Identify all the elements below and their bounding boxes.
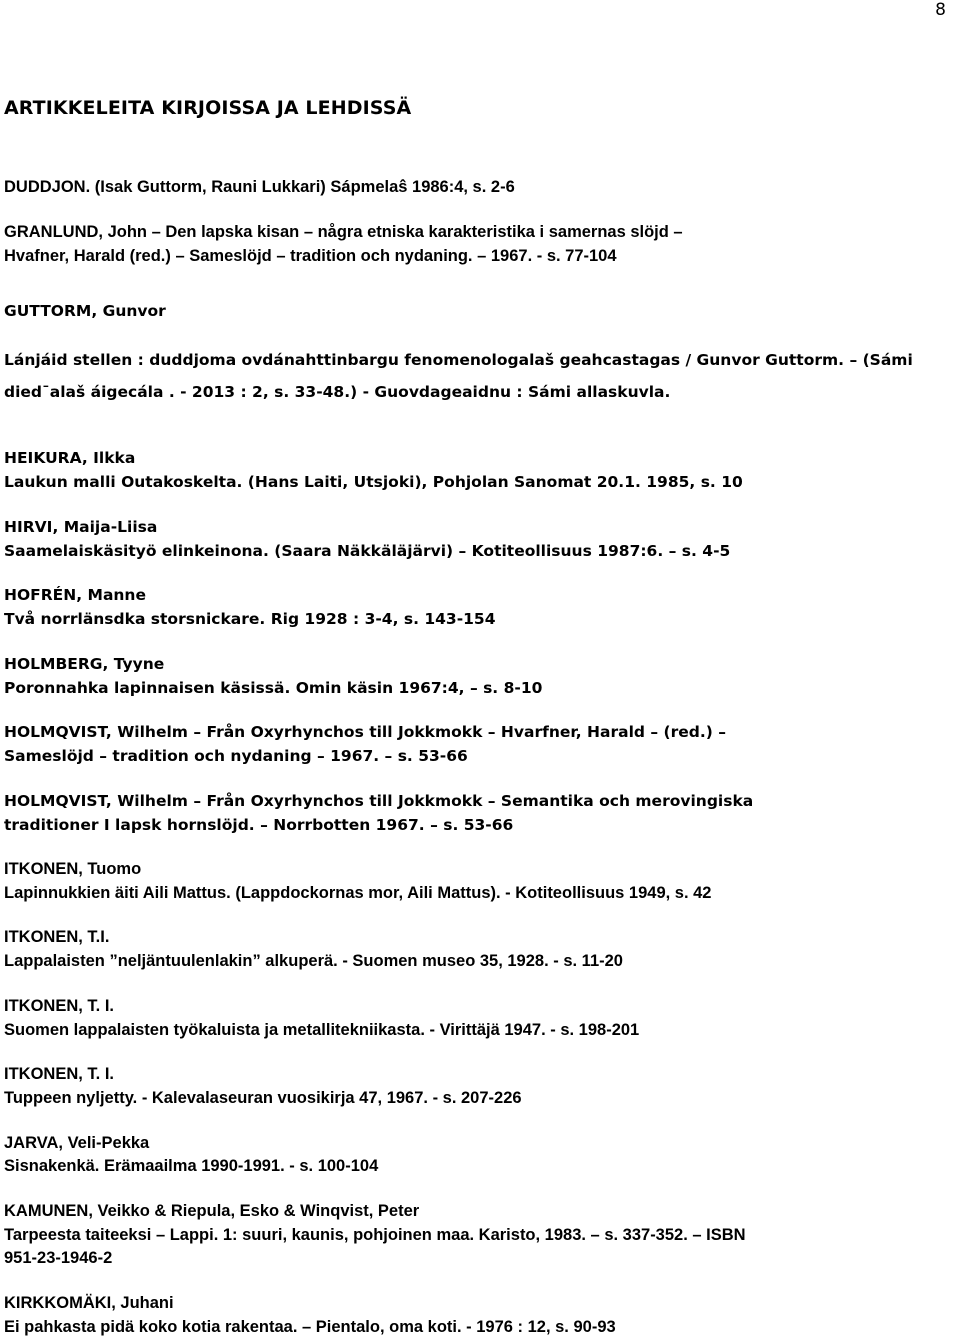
entry-kirkkomaki-title: Ei pahkasta pidä koko kotia rakentaa. – Pientalo, oma koti. - 1976 : 12, s. 90-93	[4, 1318, 616, 1336]
entry-heikura-title: Laukun malli Outakoskelta. (Hans Laiti, Utsjoki), Pohjolan Sanomat 20.1. 1985, s. 10	[4, 473, 743, 491]
entry-guttorm-line2: died¯alaš áigecála . - 2013 : 2, s. 33-48.) - Guovdageaidnu : Sámi allaskuvla.	[4, 383, 671, 401]
entry-hofren-author: HOFRÉN, Manne	[4, 586, 146, 604]
entry-heikura-author: HEIKURA, Ilkka	[4, 449, 136, 467]
entry-itkonen-ti2-title: Suomen lappalaisten työkaluista ja metallitekniikasta. - Virittäjä 1947. - s. 198-201	[4, 1021, 640, 1039]
entry-jarva-author: JARVA, Veli-Pekka	[4, 1134, 150, 1152]
entry-itkonen-ti3-author: ITKONEN, T. I.	[4, 1065, 115, 1083]
entry-holmberg-title: Poronnahka lapinnaisen käsissä. Omin käsin 1967:4, – s. 8-10	[4, 679, 543, 697]
entry-holmqvist2-line1: HOLMQVIST, Wilhelm – Från Oxyrhynchos till Jokkmokk – Semantika och merovingiska	[4, 792, 754, 810]
entry-jarva-title: Sisnakenkä. Erämaailma 1990-1991. - s. 100-104	[4, 1157, 379, 1175]
entry-holmqvist2-line2: traditioner I lapsk hornslöjd. – Norrbotten 1967. – s. 53-66	[4, 816, 514, 834]
entry-hirvi-title: Saamelaiskäsityö elinkeinona. (Saara Näkkäläjärvi) – Kotiteollisuus 1987:6. – s. 4-5	[4, 542, 731, 560]
entry-holmberg-author: HOLMBERG, Tyyne	[4, 655, 165, 673]
entry-kamunen-isbn: 951-23-1946-2	[4, 1249, 113, 1267]
entry-itkonen-tuomo-title: Lapinnukkien äiti Aili Mattus. (Lappdockornas mor, Aili Mattus). - Kotiteollisuus 1949, s. 42	[4, 884, 712, 902]
entry-holmqvist1-line1: HOLMQVIST, Wilhelm – Från Oxyrhynchos till Jokkmokk – Hvarfner, Harald – (red.) –	[4, 723, 726, 741]
section-heading: ARTIKKELEITA KIRJOISSA JA LEHDISSÄ	[4, 97, 412, 119]
entry-kamunen-author: KAMUNEN, Veikko & Riepula, Esko & Winqvist, Peter	[4, 1202, 420, 1220]
page-number: 8	[935, 0, 946, 20]
entry-itkonen-ti-title: Lappalaisten ”neljäntuulenlakin” alkuperä. - Suomen museo 35, 1928. - s. 11-20	[4, 952, 623, 970]
entry-itkonen-ti-author: ITKONEN, T.I.	[4, 928, 110, 946]
entry-kirkkomaki-author: KIRKKOMÄKI, Juhani	[4, 1294, 174, 1312]
entry-holmqvist1-line2: Sameslöjd – tradition och nydaning – 1967. – s. 53-66	[4, 747, 468, 765]
entry-hirvi-author: HIRVI, Maija-Liisa	[4, 518, 158, 536]
entry-guttorm-line1: Lánjáid stellen : duddjoma ovdánahttinbargu fenomenologalaš geahcastagas / Gunvor Guttorm. – (Sámi	[4, 351, 913, 369]
entry-duddjon: DUDDJON. (Isak Guttorm, Rauni Lukkari) Sápmelaŝ 1986:4, s. 2-6	[4, 178, 515, 196]
entry-guttorm-author: GUTTORM, Gunvor	[4, 302, 166, 320]
entry-hofren-title: Två norrlänsdka storsnickare. Rig 1928 : 3-4, s. 143-154	[4, 610, 496, 628]
entry-granlund-line1: GRANLUND, John – Den lapska kisan – några etniska karakteristika i samernas slöjd –	[4, 223, 683, 241]
entry-itkonen-ti3-title: Tuppeen nyljetty. - Kalevalaseuran vuosikirja 47, 1967. - s. 207-226	[4, 1089, 522, 1107]
entry-granlund-line2: Hvafner, Harald (red.) – Sameslöjd – tradition och nydaning. – 1967. - s. 77-104	[4, 247, 617, 265]
entry-itkonen-ti2-author: ITKONEN, T. I.	[4, 997, 115, 1015]
entry-itkonen-tuomo-author: ITKONEN, Tuomo	[4, 860, 142, 878]
entry-kamunen-title: Tarpeesta taiteeksi – Lappi. 1: suuri, kaunis, pohjoinen maa. Karisto, 1983. – s. 337-352. – ISBN	[4, 1226, 746, 1244]
